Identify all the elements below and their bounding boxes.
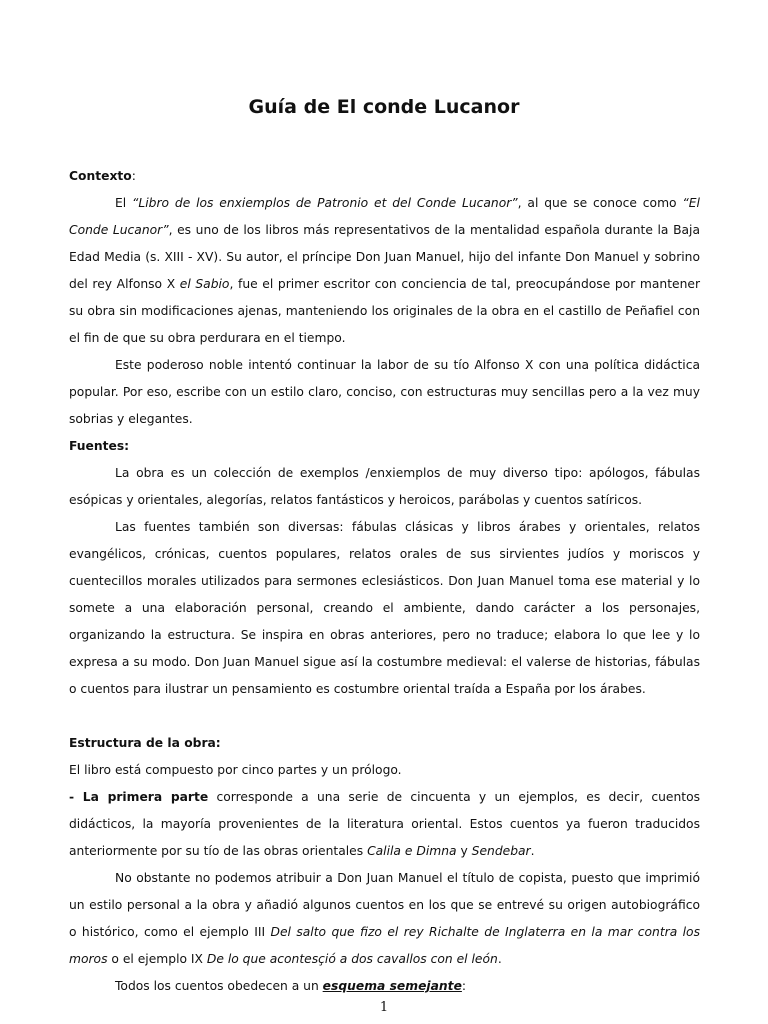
text-run: , fue el primer escritor con conciencia de tal, preocupándose por mantener su obra sin modificaciones ajenas, manteniendo los originales de la obra en el castillo de Peñafiel con el fin de que su obra perdurara en el tiempo. xyxy=(69,277,700,345)
text-run: corresponde a una serie de cincuenta y un ejemplos, es decir, cuentos didácticos, la mayoría provenientes de la literatura oriental. Estos cuentos ya fueron traducidos anteriormente por su tío de las obras orientales xyxy=(69,790,700,858)
heading-contexto-colon: : xyxy=(131,169,136,183)
paragraph-estructura-4 xyxy=(69,973,700,1000)
paragraph-fuentes-2: Las fuentes también son diversas: fábulas clásicas y libros árabes y orientales, relatos evangélicos, crónicas, cuentos populares, relatos orales de sus sirvientes judíos y moriscos y cuentecillos morales utilizados para sermones eclesiásticos. Don Juan Manuel toma ese material y lo somete a una elaboración personal, creando el ambiente, dando carácter a los personajes, organizando la estructura. Se inspira en obras anteriores, pero no traduce; elabora lo que lee y lo expresa a su modo. Don Juan Manuel sigue así la costumbre medieval: el valerse de historias, fábulas o cuentos para ilustrar un pensamiento es costumbre oriental traída a España por los árabes. xyxy=(69,520,700,696)
page-number: 1 xyxy=(379,1000,389,1015)
text-run: . xyxy=(497,952,502,966)
heading-contexto-text: Contexto xyxy=(69,169,132,183)
section-heading-fuentes: Fuentes: xyxy=(69,439,130,453)
document-title: Guía de El conde Lucanor xyxy=(248,96,520,118)
blank-line xyxy=(69,703,700,730)
document-body xyxy=(69,163,700,1000)
text-run: Todos los cuentos obedecen a un xyxy=(115,979,323,993)
paragraph-estructura-2 xyxy=(69,784,700,865)
text-run: El xyxy=(115,196,133,210)
text-run: : xyxy=(461,979,467,993)
first-part-label: - La primera parte xyxy=(69,790,209,804)
example-title-iii: Del salto que fizo el rey Richalte de Inglaterra en la mar contra los moros xyxy=(69,925,700,966)
epithet-italic: el Sabio xyxy=(179,277,230,291)
paragraph-contexto-1 xyxy=(69,190,700,352)
work-title-calila: Calila e Dimna xyxy=(367,844,457,858)
text-run: . xyxy=(530,844,535,858)
paragraph-estructura-3 xyxy=(69,865,700,973)
section-heading-contexto xyxy=(69,163,700,190)
text-run: o el ejemplo IX xyxy=(107,952,207,966)
text-run: No obstante no podemos atribuir a Don Juan Manuel el título de copista, puesto que imprimió un estilo personal a la obra y añadió algunos cuentos en los que se entrevé su origen autobiográfico o histórico, como el ejemplo III xyxy=(69,871,700,939)
text-run: , al que se conoce como xyxy=(517,196,683,210)
section-heading-estructura: Estructura de la obra: xyxy=(69,736,221,750)
work-title-sendebar: Sendebar xyxy=(471,844,531,858)
example-title-ix: De lo que acontesçió a dos cavallos con el león xyxy=(206,952,498,966)
book-short-title-italic: “El Conde Lucanor” xyxy=(69,196,700,237)
paragraph-estructura-1: El libro está compuesto por cinco partes y un prólogo. xyxy=(69,763,402,777)
text-run: , es uno de los libros más representativos de la mentalidad española durante la Baja Edad Media (s. XIII - XV). Su autor, el príncipe Don Juan Manuel, hijo del infante Don Manuel y sobrino del rey Alfonso X xyxy=(69,223,701,291)
esquema-semejante-emphasis: esquema semejante xyxy=(322,979,462,993)
book-title-italic: “Libro de los enxiemplos de Patronio et del Conde Lucanor” xyxy=(132,196,518,210)
paragraph-contexto-2: Este poderoso noble intentó continuar la labor de su tío Alfonso X con una política didáctica popular. Por eso, escribe con un estilo claro, conciso, con estructuras muy sencillas pero a la vez muy sobrias y elegantes. xyxy=(69,358,700,426)
paragraph-fuentes-1: La obra es un colección de exemplos /enxiemplos de muy diverso tipo: apólogos, fábulas esópicas y orientales, alegorías, relatos fantásticos y heroicos, parábolas y cuentos satíricos. xyxy=(69,466,700,507)
text-run: y xyxy=(456,844,472,858)
